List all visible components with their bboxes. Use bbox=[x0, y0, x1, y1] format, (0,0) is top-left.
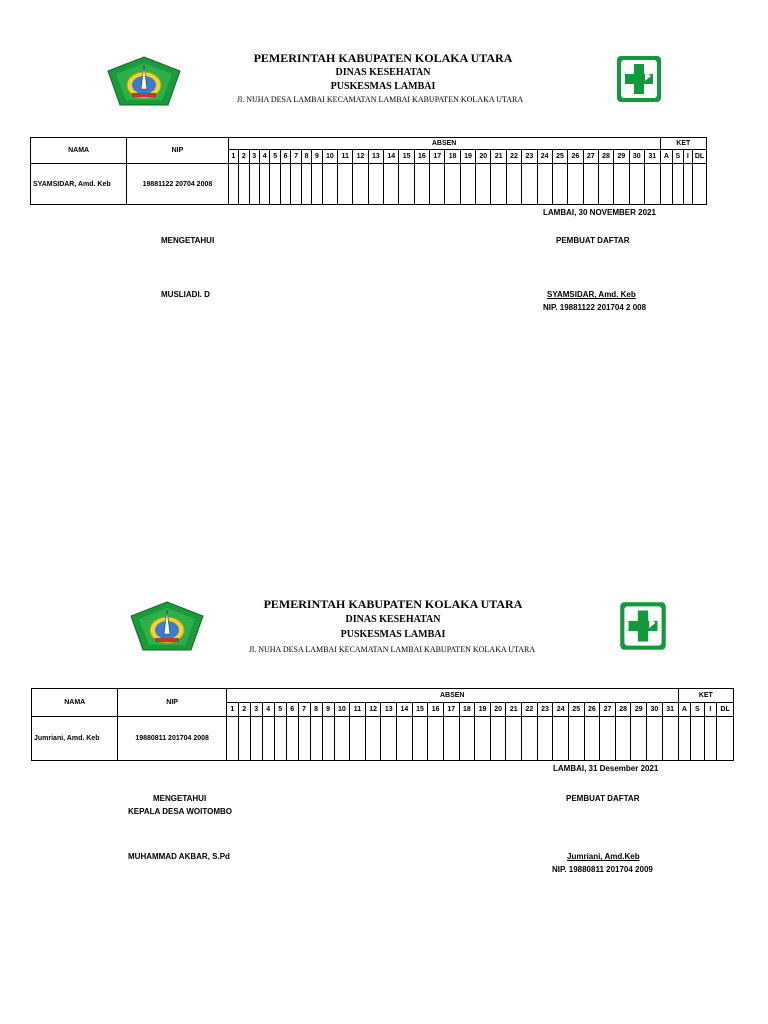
col-header-nip: NIP bbox=[127, 138, 228, 164]
day-header-20: 20 bbox=[476, 150, 491, 164]
attendance-cell[interactable] bbox=[522, 717, 538, 761]
day-header-24: 24 bbox=[537, 150, 552, 164]
day-header-31: 31 bbox=[644, 150, 660, 164]
attendance-cell[interactable] bbox=[683, 164, 692, 205]
attendance-cell[interactable] bbox=[428, 717, 444, 761]
mengetahui-label: MENGETAHUI bbox=[161, 236, 215, 245]
day-header-22: 22 bbox=[506, 150, 521, 164]
day-header-11: 11 bbox=[350, 703, 366, 717]
attendance-cell[interactable] bbox=[381, 717, 397, 761]
attendance-cell[interactable] bbox=[430, 164, 445, 205]
pembuat-daftar-label: PEMBUAT DAFTAR bbox=[556, 236, 630, 245]
day-header-21: 21 bbox=[506, 703, 522, 717]
right-signer-name: Jumriani, Amd.Keb bbox=[567, 852, 640, 861]
attendance-cell[interactable] bbox=[414, 164, 429, 205]
attendance-cell[interactable] bbox=[412, 717, 428, 761]
day-header-23: 23 bbox=[522, 150, 537, 164]
header-department: DINAS KESEHATAN bbox=[335, 67, 431, 78]
attendance-cell[interactable] bbox=[598, 164, 613, 205]
day-header-15: 15 bbox=[399, 150, 414, 164]
attendance-cell[interactable] bbox=[662, 717, 678, 761]
header-department: DINAS KESEHATAN bbox=[345, 614, 441, 625]
day-header-11: 11 bbox=[338, 150, 353, 164]
attendance-cell[interactable] bbox=[280, 164, 290, 205]
attendance-cell[interactable] bbox=[553, 717, 569, 761]
day-header-4: 4 bbox=[262, 703, 274, 717]
attendance-cell[interactable] bbox=[249, 164, 259, 205]
day-header-7: 7 bbox=[291, 150, 301, 164]
attendance-cell[interactable] bbox=[399, 164, 414, 205]
employee-name-cell: Jumriani, Amd. Keb bbox=[32, 717, 118, 761]
day-header-27: 27 bbox=[583, 150, 598, 164]
employee-nip-cell: 19881122 20704 2008 bbox=[127, 164, 228, 205]
regency-emblem-icon bbox=[106, 55, 182, 107]
header-center: PUSKESMAS LAMBAI bbox=[340, 629, 446, 640]
day-header-2: 2 bbox=[239, 150, 249, 164]
attendance-cell[interactable] bbox=[491, 164, 506, 205]
attendance-cell[interactable] bbox=[568, 717, 584, 761]
left-signer-name: MUHAMMAD AKBAR, S.Pd bbox=[128, 852, 230, 861]
day-header-16: 16 bbox=[428, 703, 444, 717]
day-header-9: 9 bbox=[322, 703, 334, 717]
attendance-cell[interactable] bbox=[704, 717, 717, 761]
attendance-cell[interactable] bbox=[365, 717, 381, 761]
attendance-cell[interactable] bbox=[350, 717, 366, 761]
col-header-absen: ABSEN bbox=[228, 138, 660, 150]
attendance-cell[interactable] bbox=[490, 717, 506, 761]
pembuat-daftar-label: PEMBUAT DAFTAR bbox=[566, 794, 640, 803]
table-row bbox=[31, 164, 707, 205]
attendance-cell[interactable] bbox=[353, 164, 368, 205]
attendance-cell[interactable] bbox=[552, 164, 567, 205]
col-header-absen: ABSEN bbox=[226, 689, 678, 703]
day-header-25: 25 bbox=[568, 703, 584, 717]
day-header-24: 24 bbox=[553, 703, 569, 717]
day-header-18: 18 bbox=[459, 703, 475, 717]
day-header-8: 8 bbox=[310, 703, 322, 717]
day-header-13: 13 bbox=[381, 703, 397, 717]
day-header-6: 6 bbox=[280, 150, 290, 164]
attendance-cell[interactable] bbox=[250, 717, 262, 761]
day-header-12: 12 bbox=[353, 150, 368, 164]
day-header-23: 23 bbox=[537, 703, 553, 717]
ket-header: I bbox=[704, 703, 717, 717]
attendance-cell[interactable] bbox=[368, 164, 383, 205]
header-title: PEMERINTAH KABUPATEN KOLAKA UTARA bbox=[253, 51, 513, 65]
day-header-13: 13 bbox=[368, 150, 383, 164]
ket-header: S bbox=[673, 150, 683, 164]
col-header-nama: NAMA bbox=[31, 138, 127, 164]
right-signer-nip: NIP. 19881122 201704 2 008 bbox=[543, 303, 647, 312]
ket-header: DL bbox=[717, 703, 734, 717]
attendance-cell[interactable] bbox=[537, 164, 552, 205]
attendance-cell[interactable] bbox=[584, 717, 600, 761]
attendance-cell[interactable] bbox=[259, 164, 269, 205]
day-header-1: 1 bbox=[228, 150, 238, 164]
attendance-cell[interactable] bbox=[445, 164, 460, 205]
day-header-10: 10 bbox=[334, 703, 350, 717]
day-header-10: 10 bbox=[322, 150, 337, 164]
mengetahui-subtitle: KEPALA DESA WOITOMBO bbox=[128, 807, 232, 816]
day-header-16: 16 bbox=[414, 150, 429, 164]
attendance-cell[interactable] bbox=[310, 717, 322, 761]
day-header-7: 7 bbox=[298, 703, 310, 717]
attendance-cell[interactable] bbox=[338, 164, 353, 205]
ket-header: A bbox=[678, 703, 691, 717]
attendance-cell[interactable] bbox=[691, 717, 705, 761]
attendance-cell[interactable] bbox=[262, 717, 274, 761]
day-header-19: 19 bbox=[475, 703, 491, 717]
day-header-27: 27 bbox=[600, 703, 616, 717]
attendance-cell[interactable] bbox=[274, 717, 286, 761]
attendance-cell[interactable] bbox=[322, 717, 334, 761]
attendance-cell[interactable] bbox=[226, 717, 238, 761]
header-center: PUSKESMAS LAMBAI bbox=[330, 81, 436, 92]
ket-header: I bbox=[683, 150, 692, 164]
attendance-cell[interactable] bbox=[301, 164, 311, 205]
day-header-14: 14 bbox=[397, 703, 413, 717]
header-address: Jl. NUHA DESA LAMBAI KECAMATAN LAMBAI KABUPATEN KOLAKA UTARA bbox=[248, 645, 536, 654]
day-header-6: 6 bbox=[286, 703, 298, 717]
attendance-cell[interactable] bbox=[673, 164, 683, 205]
day-header-30: 30 bbox=[647, 703, 663, 717]
day-header-31: 31 bbox=[662, 703, 678, 717]
day-header-14: 14 bbox=[384, 150, 399, 164]
header-title: PEMERINTAH KABUPATEN KOLAKA UTARA bbox=[263, 597, 523, 611]
attendance-cell[interactable] bbox=[631, 717, 647, 761]
col-header-nip: NIP bbox=[118, 689, 226, 717]
attendance-cell[interactable] bbox=[644, 164, 660, 205]
day-header-28: 28 bbox=[615, 703, 631, 717]
day-header-29: 29 bbox=[631, 703, 647, 717]
attendance-cell[interactable] bbox=[717, 717, 734, 761]
day-header-5: 5 bbox=[274, 703, 286, 717]
attendance-cell[interactable] bbox=[459, 717, 475, 761]
attendance-cell[interactable] bbox=[647, 717, 663, 761]
attendance-cell[interactable] bbox=[476, 164, 491, 205]
attendance-cell[interactable] bbox=[629, 164, 644, 205]
header-address: Jl. NUHA DESA LAMBAI KECAMATAN LAMBAI KABUPATEN KOLAKA UTARA bbox=[236, 95, 524, 104]
day-header-9: 9 bbox=[312, 150, 322, 164]
day-header-8: 8 bbox=[301, 150, 311, 164]
attendance-cell[interactable] bbox=[239, 164, 249, 205]
attendance-cell[interactable] bbox=[522, 164, 537, 205]
health-cross-icon bbox=[610, 52, 668, 106]
left-signer-name: MUSLIADI. D bbox=[161, 290, 210, 299]
day-header-15: 15 bbox=[412, 703, 428, 717]
mengetahui-label: MENGETAHUI bbox=[153, 794, 207, 803]
day-header-5: 5 bbox=[270, 150, 280, 164]
attendance-cell[interactable] bbox=[334, 717, 350, 761]
date-line: LAMBAI, 31 Desember 2021 bbox=[553, 764, 659, 773]
attendance-cell[interactable] bbox=[286, 717, 298, 761]
attendance-cell[interactable] bbox=[678, 717, 691, 761]
day-header-12: 12 bbox=[365, 703, 381, 717]
day-header-18: 18 bbox=[445, 150, 460, 164]
attendance-cell[interactable] bbox=[291, 164, 301, 205]
attendance-cell[interactable] bbox=[460, 164, 475, 205]
attendance-cell[interactable] bbox=[537, 717, 553, 761]
attendance-table bbox=[30, 137, 707, 205]
attendance-cell[interactable] bbox=[615, 717, 631, 761]
right-signer-name: SYAMSIDAR, Amd. Keb bbox=[547, 290, 636, 299]
employee-name-cell: SYAMSIDAR, Amd. Keb bbox=[31, 164, 127, 205]
day-header-17: 17 bbox=[443, 703, 459, 717]
attendance-cell[interactable] bbox=[600, 717, 616, 761]
day-header-2: 2 bbox=[238, 703, 250, 717]
day-header-26: 26 bbox=[568, 150, 583, 164]
day-header-3: 3 bbox=[249, 150, 259, 164]
day-header-26: 26 bbox=[584, 703, 600, 717]
day-header-29: 29 bbox=[614, 150, 629, 164]
day-header-22: 22 bbox=[522, 703, 538, 717]
date-line: LAMBAI, 30 NOVEMBER 2021 bbox=[543, 208, 656, 217]
attendance-cell[interactable] bbox=[298, 717, 310, 761]
attendance-table bbox=[31, 688, 734, 761]
day-header-25: 25 bbox=[552, 150, 567, 164]
day-header-21: 21 bbox=[491, 150, 506, 164]
day-header-19: 19 bbox=[460, 150, 475, 164]
ket-header: A bbox=[660, 150, 673, 164]
attendance-cell[interactable] bbox=[270, 164, 280, 205]
day-header-20: 20 bbox=[490, 703, 506, 717]
attendance-cell[interactable] bbox=[397, 717, 413, 761]
attendance-cell[interactable] bbox=[506, 717, 522, 761]
day-header-4: 4 bbox=[259, 150, 269, 164]
health-cross-icon bbox=[613, 598, 673, 654]
attendance-cell[interactable] bbox=[384, 164, 399, 205]
day-header-28: 28 bbox=[598, 150, 613, 164]
attendance-cell[interactable] bbox=[583, 164, 598, 205]
attendance-cell[interactable] bbox=[443, 717, 459, 761]
ket-header: S bbox=[691, 703, 705, 717]
attendance-cell[interactable] bbox=[312, 164, 322, 205]
attendance-cell[interactable] bbox=[693, 164, 707, 205]
attendance-cell[interactable] bbox=[660, 164, 673, 205]
attendance-cell[interactable] bbox=[614, 164, 629, 205]
col-header-nama: NAMA bbox=[32, 689, 118, 717]
day-header-17: 17 bbox=[430, 150, 445, 164]
day-header-30: 30 bbox=[629, 150, 644, 164]
attendance-cell[interactable] bbox=[568, 164, 583, 205]
attendance-cell[interactable] bbox=[475, 717, 491, 761]
attendance-cell[interactable] bbox=[228, 164, 238, 205]
ket-header: DL bbox=[693, 150, 707, 164]
employee-nip-cell: 19880811 201704 2008 bbox=[118, 717, 226, 761]
table-row bbox=[32, 717, 734, 761]
attendance-cell[interactable] bbox=[506, 164, 521, 205]
day-header-3: 3 bbox=[250, 703, 262, 717]
attendance-cell[interactable] bbox=[322, 164, 337, 205]
right-signer-nip: NIP. 19880811 201704 2009 bbox=[552, 865, 653, 874]
day-header-1: 1 bbox=[226, 703, 238, 717]
attendance-cell[interactable] bbox=[238, 717, 250, 761]
col-header-ket: KET bbox=[660, 138, 706, 150]
col-header-ket: KET bbox=[678, 689, 733, 703]
